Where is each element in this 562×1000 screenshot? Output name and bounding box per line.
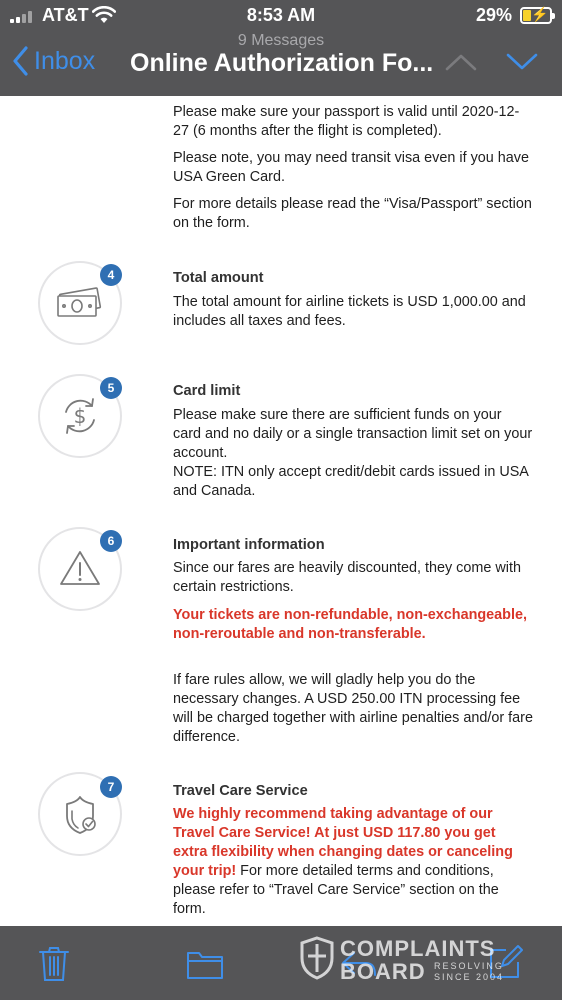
- section-6-extra: If fare rules allow, we will gladly help you do the necessary changes. A USD 250.00 ITN processing fee will be charged together with airline penalties and/or fare difference.: [173, 672, 533, 745]
- section-5-title: Card limit: [173, 383, 241, 399]
- previous-message-chevron-up-icon[interactable]: [444, 52, 478, 72]
- watermark-tagline-1: RESOLVING: [434, 961, 504, 971]
- watermark-tagline-2: SINCE 2004: [434, 972, 505, 982]
- section-5-note: NOTE: ITN only accept credit/debit cards issued in USA and Canada.: [173, 464, 529, 499]
- shield-logo-icon: [300, 936, 334, 980]
- section-7-rest: For more detailed terms and conditions, please refer to “Travel Care Service” section on the form.: [173, 863, 499, 917]
- complaintsboard-watermark: [300, 934, 530, 986]
- section-6-title: Important information: [173, 537, 325, 553]
- details-note: For more details please read the “Visa/Passport” section on the form.: [173, 196, 532, 231]
- trash-icon[interactable]: [38, 946, 70, 982]
- back-to-inbox-button[interactable]: [12, 46, 95, 76]
- watermark-line-2: BOARD: [340, 959, 426, 984]
- step-7-badge: 7: [100, 776, 122, 798]
- navigation-bar: [0, 0, 562, 96]
- status-bar: [0, 0, 562, 32]
- svg-text:$: $: [73, 404, 87, 428]
- section-4-body: The total amount for airline tickets is USD 1,000.00 and includes all taxes and fees.: [173, 294, 526, 329]
- folder-icon[interactable]: [186, 948, 224, 980]
- back-label: Inbox: [34, 46, 96, 75]
- section-7-highlight: We highly recommend taking advantage of our Travel Care Service! At just USD 117.80 you get extra flexibility when changing dates or canceling your trip!: [173, 806, 513, 879]
- carrier-name: AT&T: [42, 5, 89, 25]
- passport-note: Please make sure your passport is valid until 2020-12-27 (6 months after the flight is completed).: [173, 104, 520, 139]
- watermark-line-1: COMPLAINTS: [340, 936, 496, 961]
- section-5-body: Please make sure there are sufficient funds on your card and no daily or a single transaction limit set on your account.: [173, 407, 533, 461]
- section-6-warning: Your tickets are non-refundable, non-exchangeable, non-reroutable and non-transferable.: [173, 607, 527, 642]
- message-count: 9 Messages: [237, 32, 325, 49]
- transit-note: Please note, you may need transit visa even if you have USA Green Card.: [173, 150, 529, 185]
- step-4-badge: 4: [100, 264, 122, 286]
- chevron-left-icon: [12, 46, 28, 76]
- charging-bolt-icon: ⚡: [531, 6, 549, 22]
- section-7-title: Travel Care Service: [173, 783, 308, 799]
- battery-icon: [520, 7, 552, 24]
- page-title: Online Authorization Fo...: [130, 49, 434, 77]
- status-time: 8:53 AM: [246, 5, 316, 25]
- section-7-text: [173, 805, 533, 919]
- section-6-body: Since our fares are heavily discounted, they come with certain restrictions.: [173, 560, 521, 595]
- step-5-badge: 5: [100, 377, 122, 399]
- step-6-badge: 6: [100, 530, 122, 552]
- section-4-title: Total amount: [173, 270, 264, 286]
- battery-percent: 29%: [475, 5, 512, 25]
- next-message-chevron-down-icon[interactable]: [505, 52, 539, 72]
- email-body[interactable]: [0, 96, 562, 926]
